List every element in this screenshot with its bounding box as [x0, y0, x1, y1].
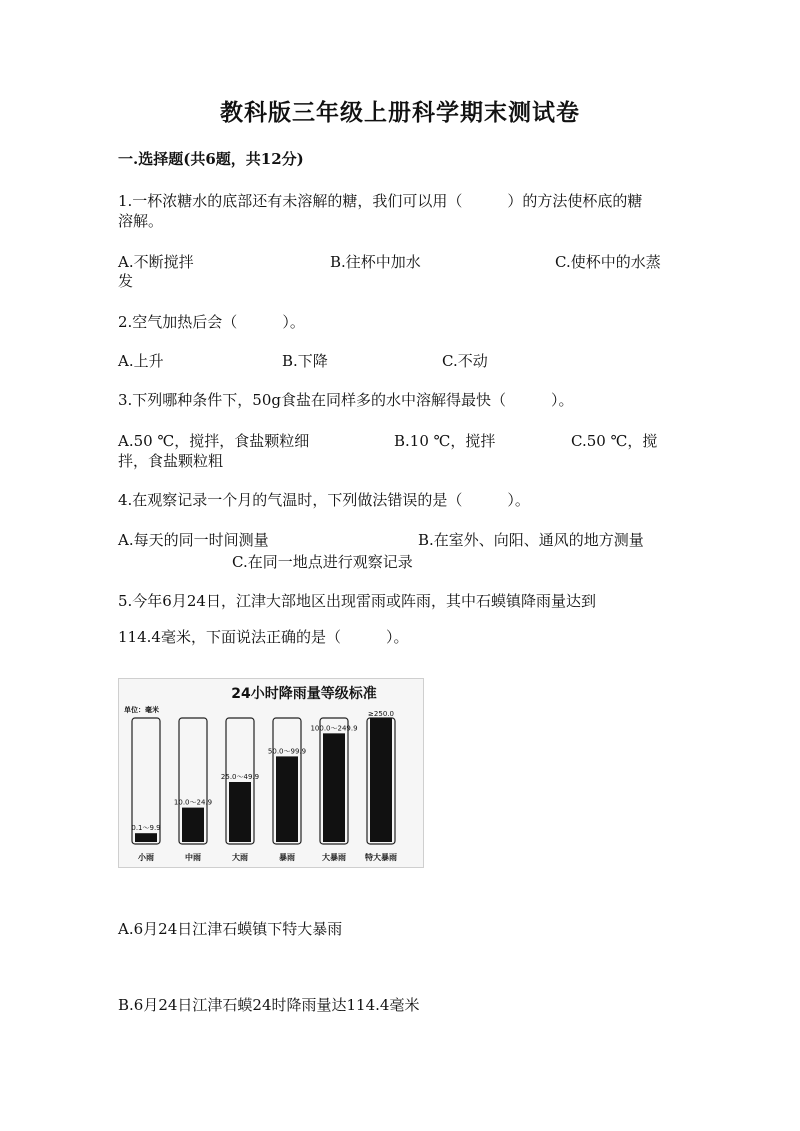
chart-category-label-5: 特大暴雨 [365, 853, 397, 862]
chart-range-label-2: 25.0～49.9 [220, 773, 260, 781]
chart-bar-5 [370, 718, 392, 842]
chart-range-label-4: 100.0～249.9 [310, 724, 358, 733]
q3-option-b: B.10 ℃，搅拌 [394, 432, 496, 450]
chart-category-label-0: 小雨 [138, 853, 154, 862]
chart-category-label-1: 中雨 [185, 853, 201, 862]
chart-unit-label: 单位：毫米 [124, 706, 159, 714]
q1-stem-line1: 1.一杯浓糖水的底部还有未溶解的糖，我们可以用（ ）的方法使杯底的糖 [118, 192, 643, 210]
q1-option-c-cont: 发 [118, 272, 134, 290]
q3-option-a: A.50 ℃，搅拌，食盐颗粒细 [118, 432, 310, 450]
q4-option-a: A.每天的同一时间测量 [118, 531, 269, 549]
q3-option-c-cont: 拌，食盐颗粒粗 [118, 452, 224, 470]
rainfall-chart [118, 678, 424, 868]
rainfall-chart-svg [118, 678, 424, 868]
q1-option-a: A.不断搅拌 [118, 253, 194, 271]
q1-option-b: B.往杯中加水 [330, 253, 421, 271]
q4-option-c: C.在同一地点进行观察记录 [232, 553, 413, 571]
q5-option-a: A.6月24日江津石蟆镇下特大暴雨 [118, 920, 343, 938]
q3-stem: 3.下列哪种条件下，50g食盐在同样多的水中溶解得最快（ ）。 [118, 391, 574, 409]
chart-range-label-1: 10.0～24.9 [173, 798, 213, 807]
chart-bar-2 [229, 782, 251, 842]
chart-bar-4 [323, 733, 345, 842]
chart-title: 24小时降雨量等级标准 [231, 686, 377, 702]
chart-category-label-4: 大暴雨 [322, 853, 346, 862]
chart-category-label-3: 暴雨 [279, 853, 295, 862]
q4-option-b: B.在室外、向阳、通风的地方测量 [418, 531, 644, 549]
section-heading: 一.选择题(共6题，共12分) [118, 150, 304, 168]
chart-range-label-3: 50.0～99.9 [267, 747, 307, 756]
q5-stem-line2: 114.4毫米，下面说法正确的是（ ）。 [118, 628, 409, 646]
q2-option-c: C.不动 [442, 352, 488, 370]
chart-range-label-5: ≥250.0 [368, 710, 394, 718]
chart-bar-0 [135, 833, 157, 842]
chart-range-label-0: 0.1～9.9 [131, 824, 161, 833]
chart-category-label-2: 大雨 [232, 853, 248, 862]
chart-bar-3 [276, 756, 298, 842]
q5-option-b: B.6月24日江津石蟆24时降雨量达114.4毫米 [118, 996, 420, 1014]
q1-stem-line2: 溶解。 [118, 212, 164, 230]
q2-stem: 2.空气加热后会（ ）。 [118, 313, 305, 331]
q2-option-a: A.上升 [118, 352, 164, 370]
chart-bar-1 [182, 808, 204, 842]
q5-stem-line1: 5.今年6月24日，江津大部地区出现雷雨或阵雨，其中石蟆镇降雨量达到 [118, 592, 596, 610]
q2-option-b: B.下降 [282, 352, 328, 370]
page-title: 教科版三年级上册科学期末测试卷 [220, 99, 580, 126]
q1-option-c: C.使杯中的水蒸 [555, 253, 661, 271]
q4-stem: 4.在观察记录一个月的气温时，下列做法错误的是（ ）。 [118, 491, 530, 509]
q3-option-c: C.50 ℃，搅 [571, 432, 658, 450]
